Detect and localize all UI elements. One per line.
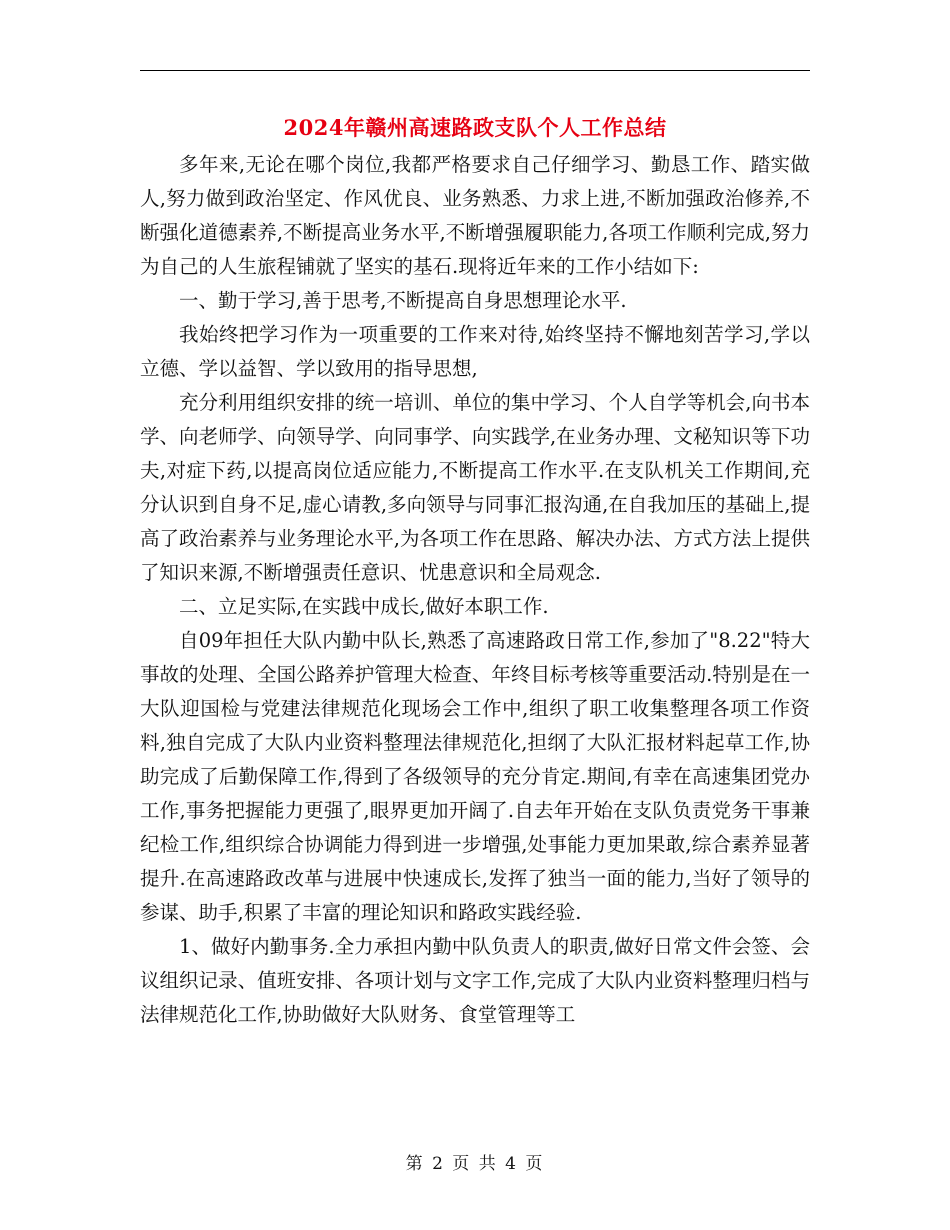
section-heading-2: 二、立足实际,在实践中成长,做好本职工作. (179, 595, 549, 618)
paragraph-study: 我始终把学习作为一项重要的工作来对待,始终坚持不懈地刻苦学习,学以立德、学以益智、学以致用的指导思想, (140, 323, 810, 380)
section-heading-1: 一、勤于学习,善于思考,不断提高自身思想理论水平. (179, 289, 627, 312)
document-body (140, 148, 810, 1032)
paragraph-training: 充分利用组织安排的统一培训、单位的集中学习、个人自学等机会,向书本学、向老师学、向领导学、向同事学、向实践学,在业务办理、文秘知识等下功夫,对症下药,以提高岗位适应能力,不断提高工作水平.在支队机关工作期间,充分认识到自身不足,虚心请教,多向领导与同事汇报沟通,在自我加压的基础上,提高了政治素养与业务理论水平,为各项工作在思路、解决办法、方式方法上提供了知识来源,不断增强责任意识、忧患意识和全局观念. (140, 391, 810, 584)
paragraph-intro: 多年来,无论在哪个岗位,我都严格要求自己仔细学习、勤恳工作、踏实做人,努力做到政治坚定、作风优良、业务熟悉、力求上进,不断加强政治修养,不断强化道德素养,不断提高业务水平,不断增强履职能力,各项工作顺利完成,努力为自己的人生旅程铺就了坚实的基石.现将近年来的工作小结如下: (140, 153, 810, 278)
page-number: 第 2 页 共 4 页 (405, 1154, 545, 1174)
paragraph-experience: 自09年担任大队内勤中队长,熟悉了高速路政日常工作,参加了"8.22"特大事故的处理、全国公路养护管理大检查、年终目标考核等重要活动.特别是在一大队迎国检与党建法律规范化现场会工作中,组织了职工收集整理各项工作资料,独自完成了大队内业资料整理法律规范化,担纲了大队汇报材料起草工作,协助完成了后勤保障工作,得到了各级领导的充分肯定.期间,有幸在高速集团党办工作,事务把握能力更强了,眼界更加开阔了.自去年开始在支队负责党务干事兼纪检工作,组织综合协调能力得到进一步增强,处事能力更加果敢,综合素养显著提升.在高速路政改革与进展中快速成长,发挥了独当一面的能力,当好了领导的参谋、助手,积累了丰富的理论知识和路政实践经验. (140, 629, 810, 924)
paragraph-internal-affairs: 1、做好内勤事务.全力承担内勤中队负责人的职责,做好日常文件会签、会议组织记录、值班安排、各项计划与文字工作,完成了大队内业资料整理归档与法律规范化工作,协助做好大队财务、食堂管理等工 (140, 935, 810, 1026)
document-title: 2024年赣州高速路政支队个人工作总结 (283, 115, 667, 140)
header-rule (140, 70, 810, 71)
